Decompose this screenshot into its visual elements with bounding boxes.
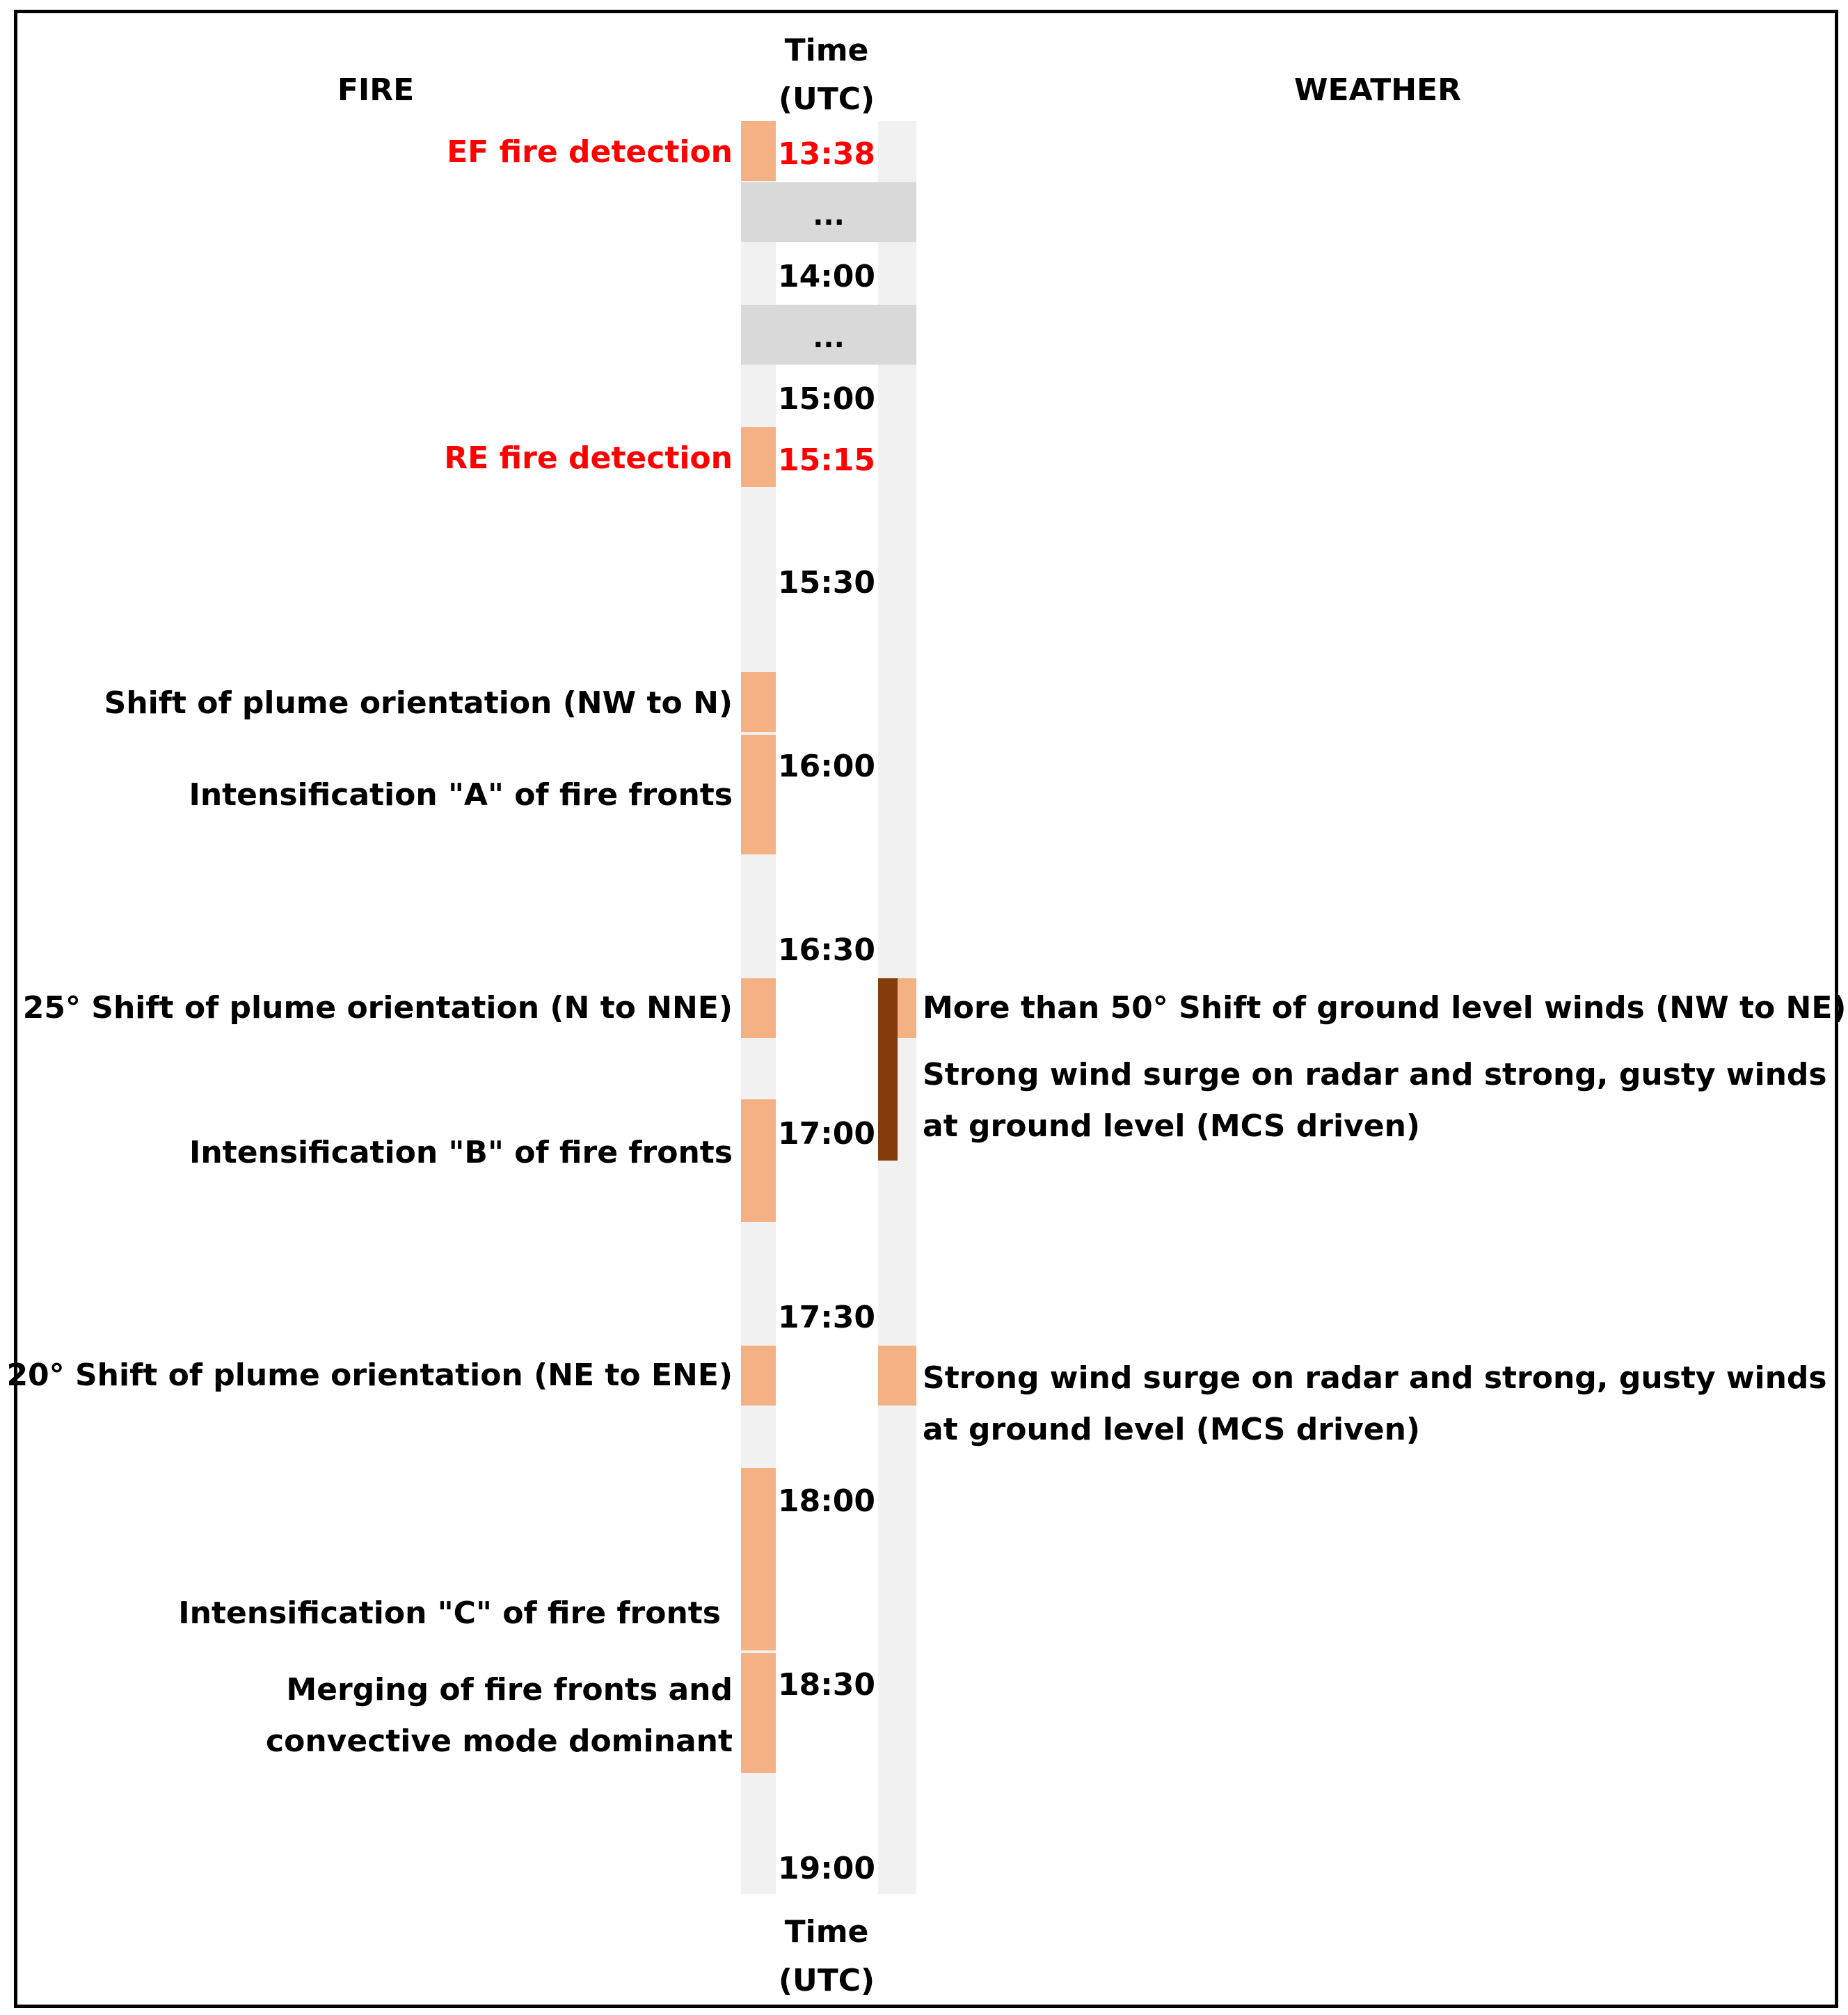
fire-bar-plume-shift-3	[741, 1346, 776, 1405]
time-label-1400: 14:00	[777, 259, 876, 294]
fire-event-intensification-a: Intensification "A" of fire fronts	[189, 777, 733, 813]
time-label-1500: 15:00	[777, 381, 876, 417]
fire-column-header: FIRE	[337, 72, 415, 108]
time-label-1630: 16:30	[777, 932, 876, 968]
time-label-1338: 13:38	[777, 136, 876, 172]
weather-bar-wind-surge-2	[878, 1346, 916, 1405]
weather-event-wind-shift: More than 50° Shift of ground level winds (NW to NE)	[923, 990, 1847, 1026]
weather-event-wind-surge-1: Strong wind surge on radar and strong, gusty winds at ground level (MCS driven)	[923, 1057, 1827, 1144]
fire-event-intensification-b: Intensification "B" of fire fronts	[189, 1135, 733, 1170]
time-label-1800: 18:00	[777, 1483, 876, 1519]
weather-column-header: WEATHER	[1293, 72, 1461, 108]
time-label-1515: 15:15	[777, 443, 876, 478]
time-label-1530: 15:30	[777, 565, 876, 600]
time-label-1900: 19:00	[777, 1851, 876, 1886]
fire-event-plume-shift-2: 25° Shift of plume orientation (N to NNE)	[22, 990, 733, 1026]
weather-event-wind-surge-2: Strong wind surge on radar and strong, gusty winds at ground level (MCS driven)	[923, 1360, 1827, 1447]
gap-ellipsis-1: ...	[813, 200, 845, 232]
time-axis-header-top: Time (UTC)	[778, 33, 875, 117]
fire-event-plume-shift-1: Shift of plume orientation (NW to N)	[104, 685, 733, 721]
fire-event-merging: Merging of fire fronts and convective mode dominant	[266, 1672, 733, 1759]
time-label-1600: 16:00	[777, 749, 876, 784]
time-label-1730: 17:30	[777, 1300, 876, 1335]
fire-event-re-detection: RE fire detection	[444, 440, 733, 476]
time-label-1700: 17:00	[777, 1116, 876, 1152]
time-axis-header-bottom: Time (UTC)	[778, 1914, 875, 1998]
fire-event-ef-detection: EF fire detection	[447, 134, 733, 170]
fire-bar-plume-shift-1	[741, 672, 776, 732]
time-label-1830: 18:30	[777, 1667, 876, 1703]
fire-event-intensification-c: Intensification "C" of fire fronts	[178, 1595, 721, 1631]
gap-ellipsis-2: ...	[813, 322, 845, 354]
fire-bar-plume-shift-2	[741, 978, 776, 1038]
fire-event-plume-shift-3: 20° Shift of plume orientation (NE to ENE)	[6, 1357, 733, 1393]
